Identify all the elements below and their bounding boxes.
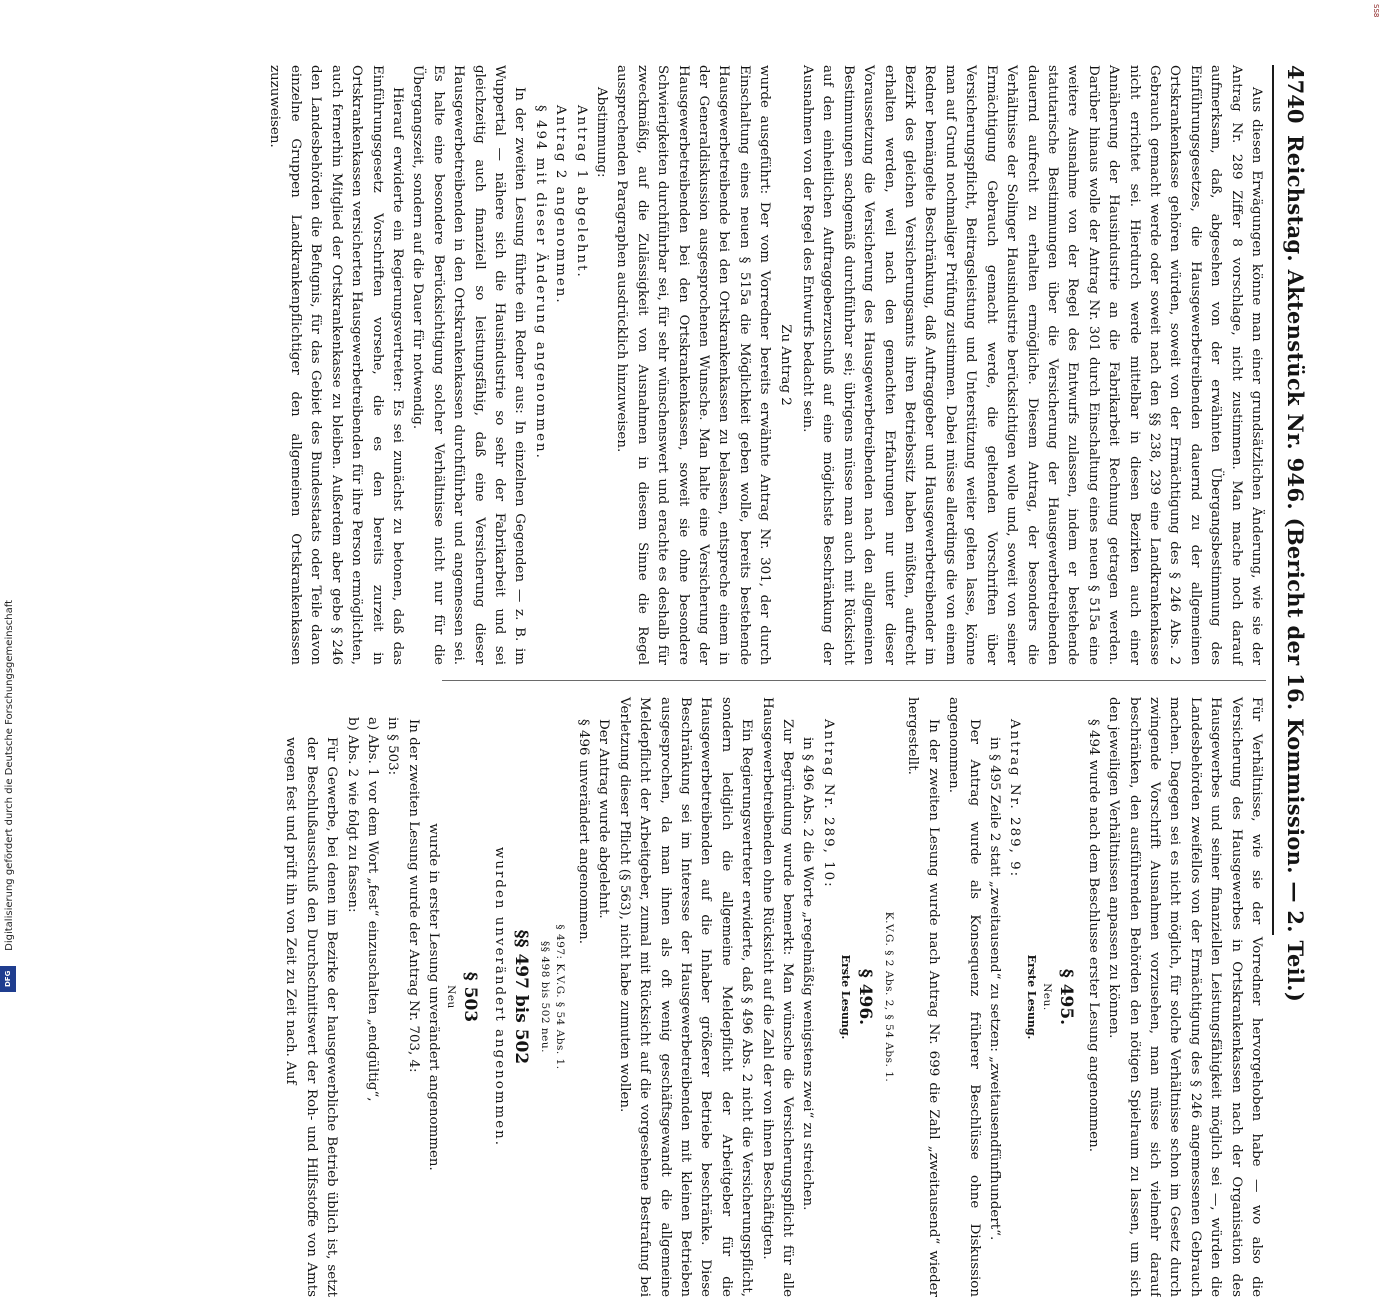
text-columns [267,65,1266,1297]
paragraph: Ein Regierungsvertreter erwiderte, daß § 496 Abs. 2 nicht die Versicherungspflicht, sondern lediglich die allgemeine Meldepflicht der Arbeitgeber für die Hausgewerbetreibenden auf die Inhaber größerer Betriebe beschränke. Diese Beschränkung sei im Interesse der Hausgewerbetreibenden mit kleinen Betrieben ausgesprochen, da man ihnen als oft wenig geschäftsgewandt die allgemeine Meldepflicht der Arbeitgeber, zumal mit Rücksicht auf die vorgesehene Bestrafung bei Verletzung dieser Pflicht (§ 563), nicht habe zumuten wollen. [616,697,755,1297]
law-reference: §§ 498 bis 502 neu. [538,941,551,1053]
motion-text: in § 503: [385,717,401,776]
section-heading-495: § 495. [1056,968,1077,1026]
law-reference: K.V.G. § 2 Abs. 2, § 54 Abs. 1. [882,911,895,1083]
motion-text: b) Abs. 2 wie folgt zu fassen: [344,717,360,913]
section-heading-497-502: §§ 497 bis 502 [510,929,531,1065]
section-note: Neu [445,985,458,1009]
column-divider [442,680,1266,681]
vote-label: Abstimmung: [594,87,609,178]
paragraph: Der Antrag wurde als Konsequenz früherer Beschlüsse ohne Diskussion angenommen. [946,697,982,1297]
page-title: Reichstag. Aktenstück Nr. 946. (Bericht der 16. Kommission. — 2. Teil.) [1283,135,1308,1003]
motion-text: Für Gewerbe, bei denen im Bezirke der hausgewerbliche Betrieb üblich ist, setzt der Beschlußausschuß den Durchschnittswert der Roh- und Hilfsstoffe von Amts wegen fest und prüft ihn von Zeit zu Zeit nach. Auf [283,737,340,1297]
paragraph: wurde ausgeführt: Der vom Vorredner bereits erwähnte Antrag Nr. 301, der durch Einschaltung eines neuen § 515a die Möglichkeit geben wolle, bereits bestehende Hausgewerbetreibende bei den Ortskrankenkassen zu belassen, entspreche einem in der Generaldiskussion ausgesprochenen Wunsche. Man halte eine Versicherung der Hausgewerbetreibenden bei den Ortskrankenkassen, soweit sie ohne besondere Schwierigkeiten durchführbar sei, für sehr wünschenswert und erachte es deshalb für zweckmäßig, auf die Zulässigkeit von Ausnahmen in diesem Sinne die Regel aussprechenden Paragraphen ausdrücklich hinzuweisen. [614,65,773,665]
vote-result: Antrag 2 angenommen. [553,105,569,305]
subheading: Zu Antrag 2 [777,324,793,406]
section-reading: Erste Lesung. [838,954,852,1040]
paragraph: § 494 wurde nach dem Beschlusse erster Lesung angenommen. [1085,719,1101,1152]
right-column [283,697,1266,1297]
section-heading-503: § 503 [460,971,481,1023]
paragraph: Zur Begründung wurde bemerkt: Man wünsche die Versicherungspflicht für alle Hausgewerbetreibenden ohne Rücksicht auf die Zahl der von ihnen Beschäftigten. [759,697,796,1297]
paragraph: Für Verhältnisse, wie sie der Vorredner hervorgehoben habe — wo also die Versicherung des Hausgewerbes in Ortskrankenkassen nach der Organisation des Hausgewerbes und seiner finanziellen Leistungsfähigkeit möglich sei —, würden die Landesbehörden zweifellos von der Ermächtigung des § 246 angemessenen Gebrauch machen. Dagegen sei es nicht möglich, für solche Verhältnisse schon im Gesetz durch zwingende Vorschrift Ausnahmen vorzusehen, man müsse sich vielmehr darauf beschränken, den ausführenden Behörden den nötigen Spielraum zu lassen, um sich den jeweiligen Verhältnissen anpassen zu können. [1106,697,1264,1297]
motion-text: in § 496 Abs. 2 die Worte „regelmäßig wenigstens zwei“ zu streichen. [800,737,816,1211]
paragraph: Hierauf erwiderte ein Regierungsvertreter: Es sei zunächst zu betonen, daß das Einführungsgesetz Vorschriften vorsehe, die es den bereits zurzeit in Ortskrankenkassen versicherten Hausgewerbetreibenden für ihre Person ermöglichten, auch fernerhin Mitglied der Ortskrankenkasse zu bleiben. Außerdem aber gebe § 246 den Landesbehörden die Befugnis, für das Gebiet des Bundesstaats oder Teile davon einzelne Gruppen Landkrankenpflichtiger den allgemeinen Ortskrankenkassen zuzuweisen. [267,65,405,665]
vote-result: wurde in erster Lesung unverändert angenommen. [426,823,442,1171]
paragraph: In der zweiten Lesung führte ein Redner aus: In einzelnen Gegenden — z. B. im Wuppertal — nähere sich die Hausindustrie so sehr der Fabrikarbeit und sei gleichzeitig auch finanziell so leistungsfähig, daß eine Versicherung dieser Hausgewerbetreibenden in den Ortskrankenkassen durchführbar und angemessen sei. Es halte eine besondere Berücksichtigung solcher Verhältnisse nicht nur für die Übergangszeit, sondern auf die Dauer für notwendig. [410,65,528,665]
vote-result: Antrag 1 abgelehnt. [573,105,589,279]
paragraph: In der zweiten Lesung wurde nach Antrag Nr. 699 die Zahl „zweitausend“ wieder hergestellt. [905,697,941,1297]
vote-result: § 496 unverändert angenommen. [576,719,592,945]
law-reference: § 497: K.V.G. § 54 Abs. 1. [553,924,566,1070]
credit-text: Digitalisierung gefördert durch die Deutsche Forschungsgemeinschaft [4,600,15,951]
page-header [1272,65,1310,1003]
left-column [267,65,1266,665]
vote-result: Der Antrag wurde abgelehnt. [596,719,612,919]
paragraph: In der zweiten Lesung wurde der Antrag Nr. 703, 4: [405,719,421,1073]
motion-text: in § 495 Zeile 2 statt „zweitausend“ zu setzen: „zweitausendfünfhundert“. [986,737,1002,1241]
digitization-credit [1,600,19,1000]
motion-label: Antrag Nr. 289, 10: [820,719,836,889]
paragraph: Aus diesen Erwägungen könne man einer grundsätzlichen Änderung, wie sie der Antrag Nr. 289 Ziffer 8 vorschlage, nicht zustimmen. Man mache noch darauf aufmerksam, daß, abgesehen von der erwähnten Übergangsbestimmung des Einführungsgesetzes, die Hausgewerbetreibenden dauernd zu der allgemeinen Ortskrankenkasse gehören würden, soweit von der Ermächtigung des § 246 Abs. 2 Gebrauch gemacht werde oder soweit nach den §§ 238, 239 eine Landkrankenkasse nicht errichtet sei. Hierdurch werde mittelbar in diesen Bezirken auch einer Annäherung der Hausindustrie an die Fabrikarbeit Rechnung getragen werden. Darüber hinaus wolle der Antrag Nr. 301 durch Einschaltung eines neuen § 515a eine weitere Ausnahme von der Regel des Entwurfs zulassen, indem er bestehende statutarische Bestimmungen über die Versicherung der Hausgewerbetreibenden dauernd aufrecht zu erhalten ermögliche. Diesem Antrag, der besonders die Verhältnisse der Solinger Hausindustrie berücksichtigen wolle und, soweit von seiner Ermächtigung Gebrauch gemacht werde, die geltenden Vorschriften über Versicherungspflicht, Beitragsleistung und Unterstützung weiter gelten lasse, könne man auf Grund nochmaliger Prüfung zustimmen. Dabei müsse allerdings die von einem Redner bemängelte Beschränkung, daß Auftraggeber und Hausgewerbetreibender im Bezirk des gleichen Versicherungsamts ihren Betriebssitz haben müßten, aufrecht erhalten werden, weil nach den gemachten Erfahrungen nur unter dieser Voraussetzung die Versicherung des Hausgewerbetreibenden nach den allgemeinen Bestimmungen sachgemäß durchführbar sei; übrigens müsse man auch mit Rücksicht auf den einheitlichen Auftraggeberzuschuß auf eine möglichste Beschränkung der Ausnahmen von der Regel des Entwurfs bedacht sein. [800,65,1264,665]
motion-label: Antrag Nr. 289, 9: [1007,719,1023,879]
scanned-page [78,65,1310,1297]
section-note: Neu. [1041,983,1054,1011]
section-heading-496: § 496. [854,968,875,1026]
section-reading: Erste Lesung. [1025,954,1039,1040]
dfg-logo: DFG [0,966,16,992]
vote-result: § 494 mit dieser Änderung angenommen. [532,105,548,460]
vote-result: wurden unverändert angenommen. [491,846,507,1148]
page-number: 4740 [1283,65,1308,124]
corner-mark: SS8 [1372,4,1380,18]
motion-text: a) Abs. 1 vor dem Wort „fest“ einzuschalten „endgültig“, [365,717,380,1102]
